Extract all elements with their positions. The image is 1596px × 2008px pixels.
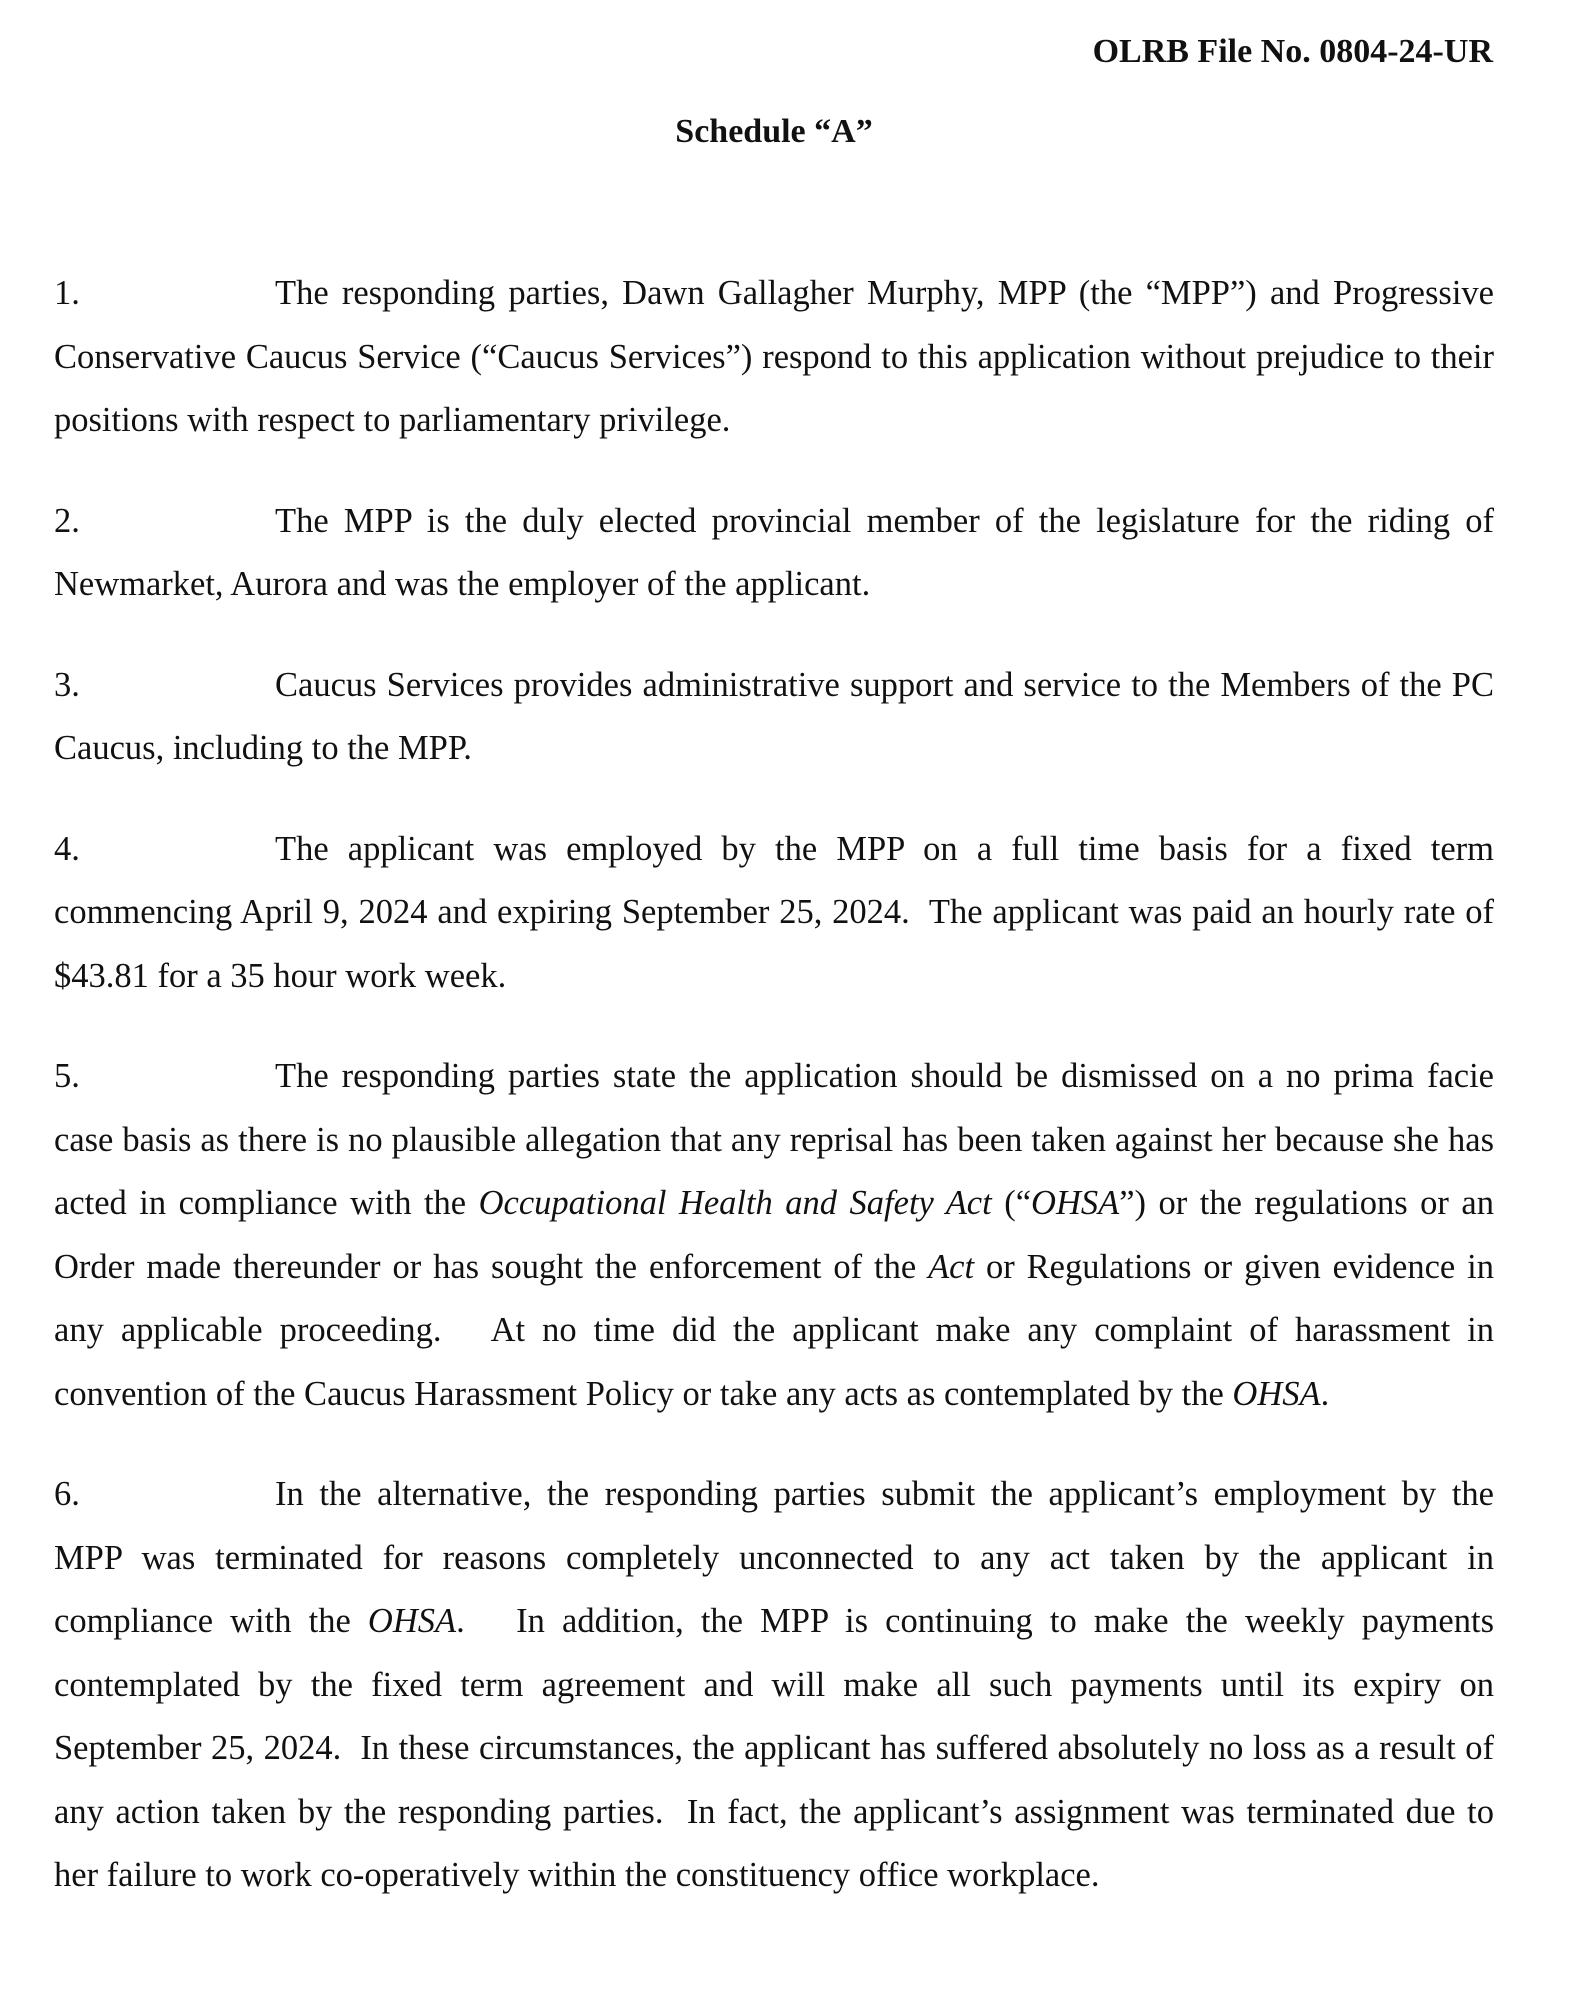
paragraph-2 [54, 490, 1494, 617]
act-abbreviation: OHSA [367, 1602, 457, 1640]
paragraph-text: In the alternative, the responding parties submit the applicant’s employment by the MPP was terminated for reasons completely unconnected to any act taken by the applicant in compliance with the [54, 1475, 1494, 1640]
file-number: OLRB File No. 0804-24-UR [1092, 33, 1493, 70]
act-abbreviation: OHSA [1031, 1184, 1120, 1222]
paragraph-number: 5. [54, 1057, 80, 1095]
paragraph-text: The applicant was employed by the MPP on a full time basis for a fixed term commencing April 9, 2024 and expiring September 25, 2024. The applicant was paid an hourly rate of $43.81 for a 35 hour work week. [54, 829, 1494, 995]
paragraph-number: 2. [54, 501, 80, 540]
act-abbreviation: OHSA [1232, 1374, 1321, 1413]
paragraph-text: (“ [991, 1184, 1032, 1222]
paragraph-text: . [1320, 1374, 1330, 1413]
paragraph-1 [54, 262, 1494, 453]
schedule-title: Schedule “A” [675, 113, 873, 150]
paragraph-text: The MPP is the duly elected provincial member of the legislature for the riding of Newmarket, Aurora and was the employer of the applicant. [54, 501, 1494, 603]
paragraph-text: or Regulations or given evidence in any applicable proceeding. At no time did the applicant make any complaint of harassment in convention of the Caucus Harassment Policy or take any acts as contemplated by the [54, 1247, 1494, 1413]
paragraph-5 [54, 1045, 1494, 1426]
paragraph-text: ”) or the regulations or an Order made thereunder or has sought the enforcement of the [54, 1184, 1494, 1286]
paragraph-number: 1. [54, 274, 80, 312]
paragraph-3 [54, 654, 1494, 781]
paragraph-6 [54, 1463, 1494, 1908]
act-title: Occupational Health and Safety Act [478, 1184, 992, 1222]
paragraph-number: 6. [54, 1475, 80, 1513]
paragraph-text: The responding parties, Dawn Gallagher Murphy, MPP (the “MPP”) and Progressive Conservative Caucus Service (“Caucus Services”) respond to this application without prejudice to their positions with respect to parliamentary privilege. [54, 274, 1494, 439]
paragraph-text: . In addition, the MPP is continuing to make the weekly payments contemplated by the fixed term agreement and will make all such payments until its expiry on September 25, 2024. In these circumstances, the applicant has suffered absolutely no loss as a result of any action taken by the responding parties. In fact, the applicant’s assignment was terminated due to her failure to work co-operatively within the constituency office workplace. [54, 1602, 1494, 1894]
act-reference: Act [928, 1247, 975, 1286]
document-body [54, 262, 1494, 1945]
paragraph-number: 3. [54, 665, 80, 704]
paragraph-4 [54, 818, 1494, 1009]
paragraph-text: The responding parties state the application should be dismissed on a no prima facie case basis as there is no plausible allegation that any reprisal has been taken against her because she has acted in compliance with the [54, 1057, 1494, 1222]
paragraph-number: 4. [54, 829, 80, 868]
paragraph-text: Caucus Services provides administrative support and service to the Members of the PC Caucus, including to the MPP. [54, 665, 1494, 767]
